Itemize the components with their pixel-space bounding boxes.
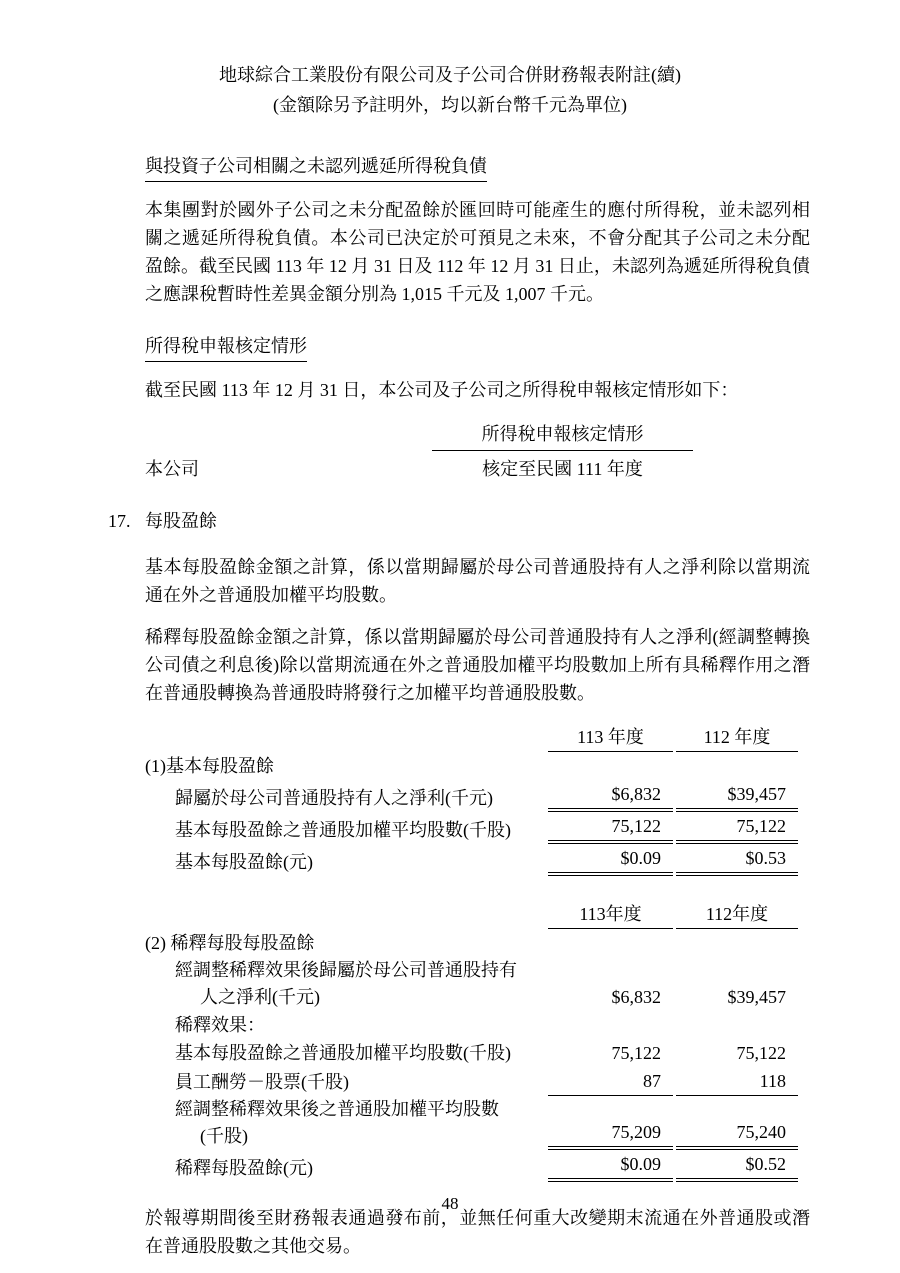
page-number: 48 — [441, 1194, 459, 1213]
value-113: $0.09 — [548, 844, 673, 876]
item-title: 每股盈餘 — [145, 511, 217, 531]
table-group-row: (1)基本每股盈餘 — [145, 756, 274, 776]
column-header-113: 113 年度 — [548, 723, 673, 752]
row-label-line1: 經調整稀釋效果後之普通股加權平均股數 — [175, 1099, 499, 1119]
value-112: $0.53 — [676, 844, 798, 876]
column-header-113: 113年度 — [548, 900, 673, 929]
value-113: 75,122 — [611, 1043, 661, 1063]
section-heading-deferred-tax: 與投資子公司相關之未認列遞延所得稅負債 — [145, 152, 810, 182]
assessment-row-label: 本公司 — [145, 459, 199, 479]
value-112: 75,122 — [676, 812, 798, 844]
item-number: 17. — [108, 511, 131, 531]
row-label-line2: (千股) — [200, 1126, 248, 1146]
diluted-eps-table — [145, 900, 810, 1182]
row-label-line2: 人之淨利(千元) — [200, 987, 320, 1007]
value-112: 75,122 — [736, 1043, 786, 1063]
document-header — [0, 0, 900, 120]
deferred-tax-paragraph: 本集團對於國外子公司之未分配盈餘於匯回時可能產生的應付所得稅，並未認列相關之遞延所得稅負債。本公司已決定於可預見之未來，不會分配其子公司之未分配盈餘。截至民國 113 年 12 月 31 日及 112 年 12 月 31 日止，未認列為遞延所得稅負債之應課稅暫時性差異金額分別為 1,015 千元及 1,007 千元。 — [145, 200, 810, 304]
basic-eps-paragraph: 基本每股盈餘金額之計算，係以當期歸屬於母公司普通股持有人之淨利除以當期流通在外之普通股加權平均股數。 — [145, 557, 810, 605]
currency-unit-note: (金額除另予註明外，均以新台幣千元為單位) — [273, 95, 627, 115]
table-row: 基本每股盈餘(元) $0.09 $0.53 — [145, 844, 810, 876]
page-content — [108, 152, 810, 1260]
tax-assessment-table — [145, 420, 810, 483]
table-subheading-row: 稀釋效果： — [175, 1015, 265, 1035]
eps-item-heading — [108, 507, 810, 535]
table-header-row — [145, 723, 810, 752]
table-row: 稀釋每股盈餘(元) $0.09 $0.52 — [145, 1150, 810, 1182]
eps-closing-paragraph: 於報導期間後至財務報表通過發布前，並無任何重大改變期末流通在外普通股或潛在普通股股數之其他交易。 — [145, 1208, 810, 1256]
company-title: 地球綜合工業股份有限公司及子公司合併財務報表附註(續) — [219, 65, 681, 85]
value-113: 75,209 — [548, 1118, 673, 1150]
value-113: $6,832 — [548, 780, 673, 812]
value-112: $39,457 — [727, 987, 786, 1007]
section-heading-tax-assessment: 所得稅申報核定情形 — [145, 332, 810, 362]
value-113: $0.09 — [548, 1150, 673, 1182]
table-row: 歸屬於母公司普通股持有人之淨利(千元) $6,832 $39,457 — [145, 780, 810, 812]
table-row: 員工酬勞－股票(千股) 87 118 — [145, 1067, 810, 1096]
value-113: 87 — [548, 1067, 673, 1096]
row-label-line1: 經調整稀釋效果後歸屬於母公司普通股持有 — [175, 960, 517, 980]
value-112: 75,240 — [676, 1118, 798, 1150]
assessment-column-header: 所得稅申報核定情形 — [432, 420, 693, 451]
diluted-eps-paragraph: 稀釋每股盈餘金額之計算，係以當期歸屬於母公司普通股持有人之淨利(經調整轉換公司債之利息後)除以當期流通在外之普通股加權平均股數加上所有具稀釋作用之潛在普通股轉換為普通股時將發行之加權平均普通股股數。 — [145, 627, 810, 703]
value-112: 118 — [676, 1067, 798, 1096]
column-header-112: 112年度 — [676, 900, 798, 929]
table-row — [145, 957, 810, 1011]
table-row — [145, 1096, 810, 1150]
value-112: $39,457 — [676, 780, 798, 812]
value-112: $0.52 — [676, 1150, 798, 1182]
table-header-row — [145, 900, 810, 929]
value-113: 75,122 — [548, 812, 673, 844]
basic-eps-table — [145, 723, 810, 876]
assessment-row-value: 核定至民國 111 年度 — [482, 459, 643, 479]
table-row: 基本每股盈餘之普通股加權平均股數(千股) 75,122 75,122 — [145, 812, 810, 844]
value-113: $6,832 — [611, 987, 661, 1007]
table-row: 基本每股盈餘之普通股加權平均股數(千股) 75,122 75,122 — [145, 1039, 810, 1067]
table-group-row: (2) 稀釋每股每股盈餘 — [145, 933, 315, 953]
tax-assessment-intro: 截至民國 113 年 12 月 31 日，本公司及子公司之所得稅申報核定情形如下： — [145, 380, 739, 400]
column-header-112: 112 年度 — [676, 723, 798, 752]
